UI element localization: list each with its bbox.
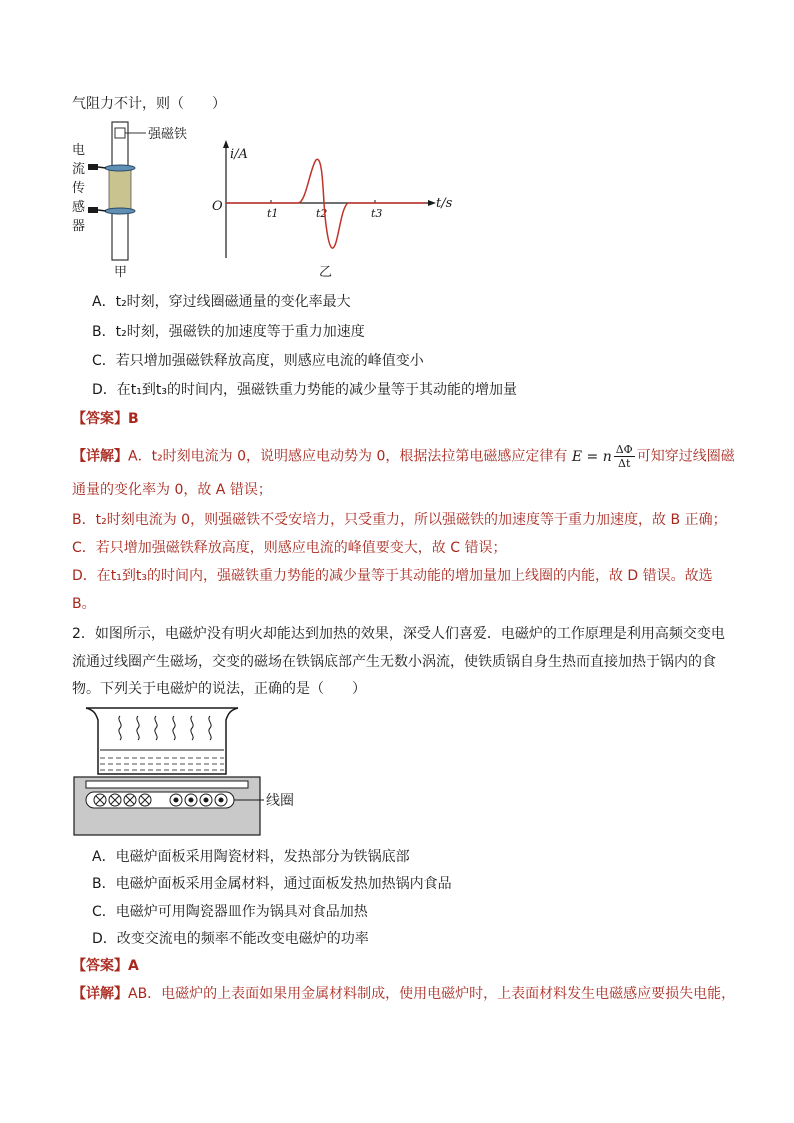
formula xyxy=(571,443,637,470)
svg-text:电: 电 xyxy=(72,143,86,158)
current-curve xyxy=(226,159,426,248)
magnet-label: 强磁铁 xyxy=(148,127,188,142)
origin-label: O xyxy=(212,199,223,214)
q2-answer: 【答案】A xyxy=(72,958,139,974)
cooker-panel xyxy=(86,781,248,788)
svg-text:感: 感 xyxy=(72,200,86,215)
formula-numerator: ΔΦ xyxy=(615,443,633,456)
figure-yi xyxy=(206,138,456,280)
q1-detail-1b: 可知穿过线圈磁 xyxy=(636,448,735,465)
q1-answer: 【答案】B xyxy=(72,411,139,427)
y-axis-label: i/A xyxy=(230,147,248,162)
caption-yi: 乙 xyxy=(319,265,333,280)
q2-stem-3: 物。下列关于电磁炉的说法，正确的是（ ） xyxy=(72,681,366,697)
q1-detail-6: B。 xyxy=(72,596,96,612)
q2-stem-1: 2．如图所示，电磁炉没有明火却能达到加热的效果，深受人们喜爱．电磁炉的工作原理是利用高频交变电 xyxy=(72,626,725,642)
q2-stem-2: 流通过线圈产生磁场，交变的磁场在铁锅底部产生无数小涡流，使铁质锅自身生热而直接加热于锅内的食 xyxy=(72,654,716,670)
figure-induction-cooker xyxy=(70,704,340,840)
q1-detail-1a: A．t₂时刻电流为 0，说明感应电动势为 0，根据法拉第电磁感应定律有 xyxy=(128,448,568,465)
svg-text:传: 传 xyxy=(72,181,86,196)
q1-detail-label: 【详解】 xyxy=(72,448,128,465)
tick-t1: t1 xyxy=(267,207,279,220)
magnet-shape xyxy=(115,128,125,138)
q1-option-b[interactable]: B．t₂时刻，强磁铁的加速度等于重力加速度 xyxy=(92,324,365,340)
q2-option-a[interactable]: A．电磁炉面板采用陶瓷材料，发热部分为铁锅底部 xyxy=(92,849,410,865)
q1-detail-1 xyxy=(72,443,735,470)
q1-detail-5: D．在t₁到t₃的时间内，强磁铁重力势能的减少量等于其动能的增加量加上线圈的内能，故 D 错误。故选 xyxy=(72,568,713,584)
q1-stem: 气阻力不计，则（ ） xyxy=(72,96,226,112)
q2-detail-1 xyxy=(72,984,735,1004)
tick-t2: t2 xyxy=(316,207,328,220)
q1-option-d[interactable]: D．在t₁到t₃的时间内，强磁铁重力势能的减少量等于其动能的增加量 xyxy=(92,382,517,398)
formula-lhs: E = n xyxy=(571,448,612,465)
q1-detail-4: C．若只增加强磁铁释放高度，则感应电流的峰值要变大，故 C 错误； xyxy=(72,540,507,556)
tick-t3: t3 xyxy=(371,207,383,220)
q2-detail-text: AB．电磁炉的上表面如果用金属材料制成，使用电磁炉时，上表面材料发生电磁感应要损失电能， xyxy=(128,986,736,1002)
sensor-label xyxy=(72,142,85,234)
q1-detail-3: B．t₂时刻电流为 0，则强磁铁不受安培力，只受重力，所以强磁铁的加速度等于重力加速度，故 B 正确； xyxy=(72,512,727,528)
q2-detail-label: 【详解】 xyxy=(72,986,128,1002)
q1-option-c[interactable]: C．若只增加强磁铁释放高度，则感应电流的峰值变小 xyxy=(92,353,424,369)
svg-text:流: 流 xyxy=(72,162,86,177)
x-axis-label: t/s xyxy=(436,196,453,211)
q2-option-c[interactable]: C．电磁炉可用陶瓷器皿作为锅具对食品加热 xyxy=(92,904,368,920)
figure-jia xyxy=(66,118,206,278)
steam-lines xyxy=(119,716,211,740)
coil-label: 线圈 xyxy=(266,793,294,809)
svg-text:器: 器 xyxy=(72,219,86,234)
q1-option-a[interactable]: A．t₂时刻，穿过线圈磁通量的变化率最大 xyxy=(92,294,351,310)
coil-shape xyxy=(109,168,131,210)
caption-jia: 甲 xyxy=(114,265,128,278)
q2-option-b[interactable]: B．电磁炉面板采用金属材料，通过面板发热加热锅内食品 xyxy=(92,876,452,892)
formula-denominator: Δt xyxy=(618,457,631,470)
water-lines xyxy=(100,758,224,770)
q1-detail-2: 通量的变化率为 0，故 A 错误； xyxy=(72,482,272,498)
q2-option-d[interactable]: D．改变交流电的频率不能改变电磁炉的功率 xyxy=(92,931,369,947)
